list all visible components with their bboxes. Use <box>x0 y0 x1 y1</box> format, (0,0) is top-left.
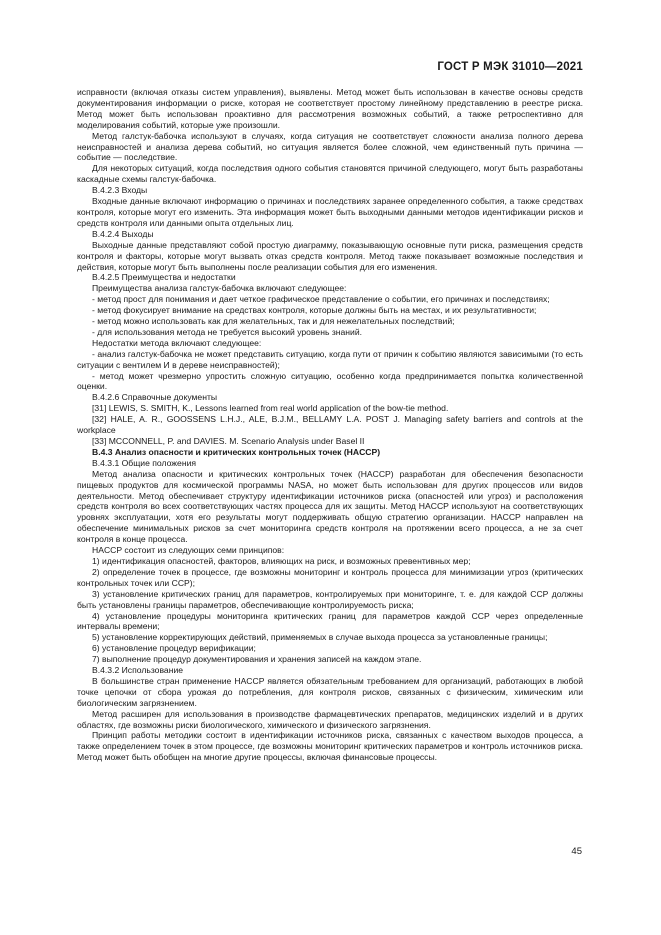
paragraph: B.4.3.1 Общие положения <box>92 457 197 468</box>
paragraph: Входные данные включают информацию о причинах и последствиях заранее определенного события, а также средствах контроля, которые могут его изменить. Эта информация может быть выходными данными методов идентификации рисков и средств контроля или данными опыта отдельных лиц. <box>77 196 583 228</box>
page-number: 45 <box>571 846 582 857</box>
paragraph: В большинстве стран применение HACCP является обязательным требованием для организаций, работающих в любой точке цепочки от сбора урожая до потребления, для контроля рисков, связанных с физическим, химическим или биологическим загрязнением. <box>77 675 583 708</box>
paragraph: 5) установление корректирующих действий, применяемых в случае выхода процесса за установленные границы; <box>92 632 548 643</box>
paragraph: - метод может чрезмерно упростить сложную ситуацию, особенно когда предпринимается попытка количественной оценки. <box>77 370 583 392</box>
paragraph: Метод расширен для использования в производстве фармацевтических препаратов, медицинских изделий и в других областях, где возможны риски биологического, химического и физического загрязнения. <box>77 708 583 730</box>
paragraph: - анализ галстук-бабочка не может представить ситуацию, когда пути от причин к событию являются зависимыми (то есть ситуации с вентилем И в дереве неисправностей); <box>77 348 583 370</box>
paragraph: B.4.2.6 Справочные документы <box>92 392 218 403</box>
paragraph: Метод анализа опасности и критических контрольных точек (HACCP) разработан для обеспечения безопасности пищевых продуктов для космической программы NASA, но может быть использован для других процессов или видов деятельности. Метод обеспечивает структуру идентификации источников риска (опасностей или угроз) и расположения средств контроля во всех соответствующих частях процесса для их защиты. Метод HACCP используют на соответствующих уровнях эксплуатации, хотя его результаты могут поддерживать общую стратегию организации. HACCP направлен на обеспечение минимальных рисков за счет мониторинга средств контроля на протяжении всего процесса, а не за счет контроля в конце процесса. <box>77 468 583 545</box>
paragraph: [32] HALE, A. R., GOOSSENS L.H.J., ALE, B.J.M., BELLAMY L.A. POST J. Managing safety barriers and controls at the workplace <box>77 414 583 436</box>
paragraph: B.4.2.5 Преимущества и недостатки <box>92 272 236 283</box>
paragraph: Принцип работы методики состоит в идентификации источников риска, связанных с качеством выходов процесса, а также определением точек в этом процессе, где возможны мониторинг критических параметров и контроль источников риска. Метод может быть обобщен на многие другие процессы, включая финансовые процессы. <box>77 730 583 763</box>
paragraph: - для использования метода не требуется высокий уровень знаний. <box>92 326 363 337</box>
paragraph: B.4.2.3 Входы <box>92 185 148 196</box>
paragraph: - метод фокусирует внимание на средствах контроля, которые должны быть на местах, и их результативности; <box>92 305 537 316</box>
paragraph: B.4.3.2 Использование <box>92 665 184 676</box>
document-body <box>77 87 583 763</box>
paragraph: 6) установление процедур верификации; <box>92 643 256 654</box>
document-standard-id: ГОСТ Р МЭК 31010—2021 <box>437 61 583 73</box>
paragraph: Недостатки метода включают следующее: <box>92 337 262 348</box>
paragraph: Выходные данные представляют собой простую диаграмму, показывающую основные пути риска, размещения средств контроля и факторы, которые могут вызвать отказ средств контроля. Метод также показывает возможные последствия и действия, которые могут быть выполнены после реализации события для его изменения. <box>77 239 583 272</box>
paragraph: 2) определение точек в процессе, где возможны мониторинг и контроль процесса для минимизации угроз (критических контрольных точек или CCP); <box>77 566 583 588</box>
paragraph: HACCP состоит из следующих семи принципов: <box>92 545 285 556</box>
paragraph: 4) установление процедуры мониторинга критических границ для параметров каждой CCP через определенные интервалы времени; <box>77 610 583 632</box>
section-heading: B.4.3 Анализ опасности и критических контрольных точек (HACCP) <box>92 446 381 457</box>
paragraph: Для некоторых ситуаций, когда последствия одного события становятся причиной следующего, могут быть разработаны каскадные схемы галстук-бабочка. <box>77 163 583 185</box>
paragraph: Метод галстук-бабочка используют в случаях, когда ситуация не соответствует сложности анализа полного дерева неисправностей и анализа дерева событий, но ситуация является более сложной, чем единственный путь причина — событие — последствие. <box>77 130 583 163</box>
paragraph: исправности (включая отказы систем управления), выявлены. Метод может быть использован в качестве основы средств документирования информации о риске, которая не соответствует простому линейному представлению в реестре риска. Метод может быть использован проактивно для рассмотрения возможных событий, а также ретроспективно для моделирования событий, которые уже произошли. <box>77 87 583 130</box>
paragraph: 3) установление критических границ для параметров, контролируемых при мониторинге, т. е. для каждой CCP должны быть установлены границы параметров, обеспечивающие контролируемость риска; <box>77 588 583 610</box>
paragraph: 7) выполнение процедур документирования и хранения записей на каждом этапе. <box>92 654 422 665</box>
paragraph: [31] LEWIS, S. SMITH, K., Lessons learned from real world application of the bow-tie method. <box>92 403 449 414</box>
paragraph: [33] MCCONNELL, P. and DAVIES. M. Scenario Analysis under Basel II <box>92 436 365 446</box>
paragraph: B.4.2.4 Выходы <box>92 228 154 239</box>
paragraph: - метод можно использовать как для желательных, так и для нежелательных последствий; <box>92 316 455 327</box>
paragraph: Преимущества анализа галстук-бабочка включают следующее: <box>92 283 347 294</box>
paragraph: 1) идентификация опасностей, факторов, влияющих на риск, и возможных превентивных мер; <box>92 555 471 566</box>
paragraph: - метод прост для понимания и дает четкое графическое представление о событии, его причинах и последствиях; <box>92 294 550 305</box>
